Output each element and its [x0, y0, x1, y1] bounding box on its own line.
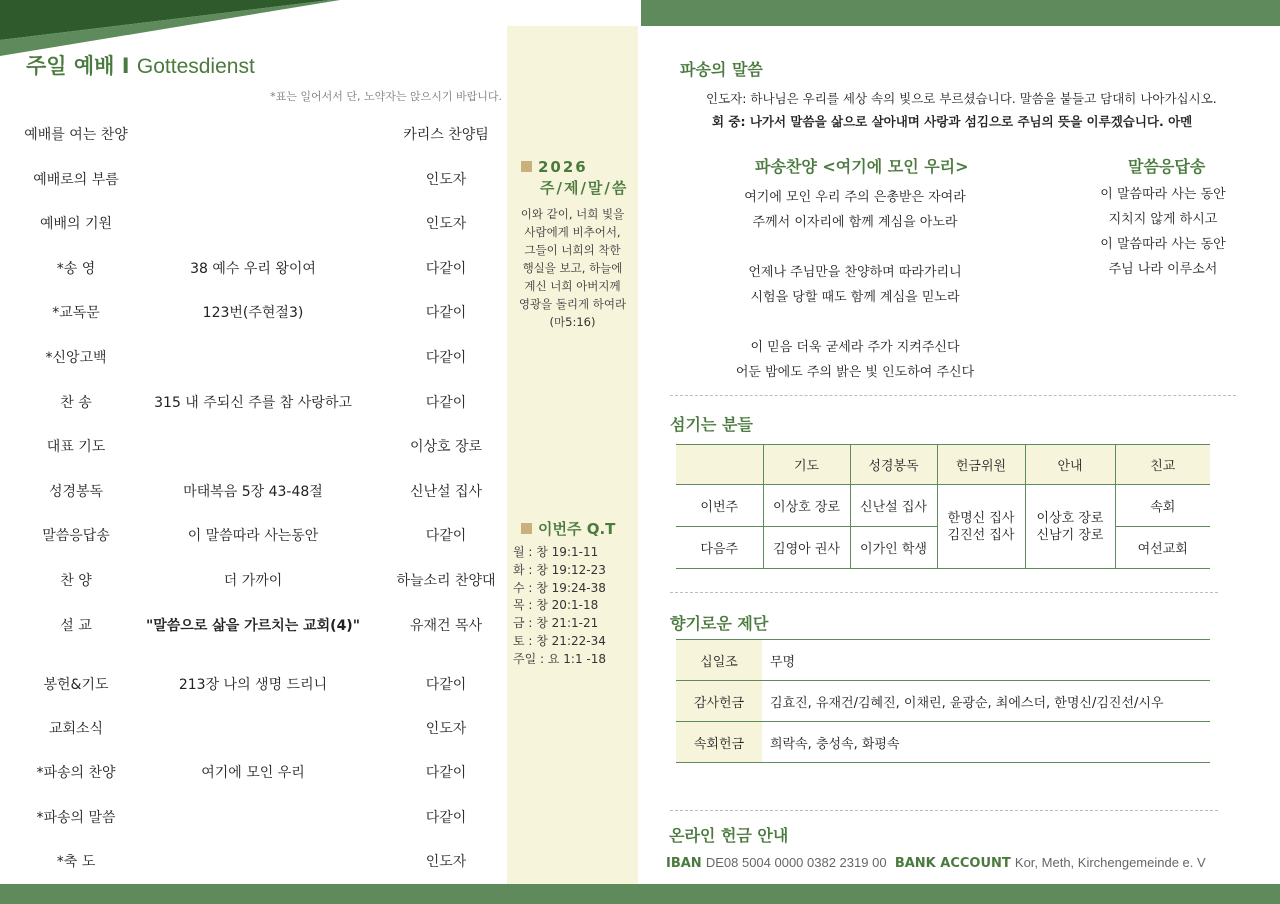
servers-title: 섬기는 분들 — [670, 415, 753, 434]
hymn-line — [720, 311, 990, 336]
next-week-reading: 이가인 학생 — [850, 527, 937, 569]
hymn-line — [720, 236, 990, 261]
order-item: 교회소식 — [48, 721, 104, 737]
verse-line: 사람에게 비추어서, — [524, 225, 621, 239]
worship-title — [26, 50, 255, 80]
order-content: 여기에 모인 우리 — [201, 765, 305, 781]
qt-item: 토 : 창 21:22-34 — [513, 633, 606, 648]
order-leader: 인도자 — [425, 854, 467, 870]
verse-heading — [521, 158, 588, 176]
response-song-lyrics — [1078, 183, 1248, 283]
order-leader: 다같이 — [425, 395, 467, 411]
order-item: *교독문 — [52, 305, 100, 321]
bank-account-value: Kor, Meth, Kirchengemeinde e. V — [1014, 855, 1206, 870]
order-row — [0, 525, 506, 569]
offering-row — [676, 722, 1210, 763]
order-leader: 다같이 — [425, 350, 467, 366]
order-row — [0, 674, 506, 718]
offering-value: 희락속, 충성속, 화평속 — [762, 722, 1210, 763]
order-row — [0, 807, 506, 851]
dashed-divider — [670, 395, 1236, 396]
qt-item: 금 : 창 21:1-21 — [513, 616, 599, 631]
order-leader: 카리스 찬양팀 — [403, 127, 489, 143]
servers-table — [676, 444, 1210, 569]
qt-list — [513, 544, 606, 669]
order-item: 예배를 여는 찬양 — [24, 127, 128, 143]
iban-label: IBAN — [666, 856, 702, 871]
servers-row-this-week — [676, 485, 1210, 527]
order-content: 315 내 주되신 주를 참 사랑하고 — [154, 395, 352, 411]
order-content: 마태복음 5장 43-48절 — [183, 484, 323, 500]
offering-row — [676, 681, 1210, 722]
response-line: 이 말씀따라 사는 동안 — [1100, 187, 1226, 202]
servers-header-fellowship: 친교 — [1115, 445, 1210, 485]
order-item: *파송의 찬양 — [36, 765, 116, 781]
sending-hymn-lyrics — [720, 186, 990, 386]
next-week-prayer: 김영아 권사 — [763, 527, 850, 569]
order-row — [0, 258, 506, 302]
this-week-fellowship: 속회 — [1115, 485, 1210, 527]
verse-line: 이와 같이, 너희 빛을 — [520, 207, 625, 221]
next-week-fellowship: 여선교회 — [1115, 527, 1210, 569]
order-row — [0, 615, 506, 659]
order-item: 대표 기도 — [46, 439, 106, 455]
qt-item: 주일 : 요 1:1 -18 — [513, 651, 606, 666]
verse-line: 행실을 보고, 하늘에 — [522, 261, 623, 275]
hymn-line: 어둔 밤에도 주의 밝은 빛 인도하여 주신다 — [735, 365, 975, 380]
order-leader: 인도자 — [425, 721, 467, 737]
order-leader: 유재건 목사 — [409, 618, 483, 634]
hymn-line: 언제나 주님만을 찬양하며 따라가리니 — [748, 265, 962, 280]
worship-title-en: Gottesdienst — [136, 55, 255, 78]
order-content: 213장 나의 생명 드리니 — [178, 677, 328, 693]
bank-account-label: BANK ACCOUNT — [894, 856, 1011, 871]
offering-member-1: 한명신 집사 — [947, 510, 1015, 526]
order-content: 38 예수 우리 왕이여 — [190, 261, 316, 277]
worship-title-ko: 주일 예배 I — [26, 54, 137, 78]
offering-committee — [937, 485, 1025, 569]
order-leader: 다같이 — [425, 261, 467, 277]
this-week-label: 이번주 — [676, 485, 763, 527]
verse-line: 그들이 너희의 착한 — [524, 243, 621, 257]
order-leader: 다같이 — [425, 765, 467, 781]
order-leader: 다같이 — [425, 810, 467, 826]
verse-heading-sub: 주/제/말/씀 — [540, 179, 629, 197]
order-leader: 다같이 — [425, 528, 467, 544]
square-bullet-icon — [521, 523, 532, 534]
order-item: 말씀응답송 — [42, 528, 110, 544]
order-item: 봉헌&기도 — [43, 677, 109, 693]
hymn-line: 여기에 모인 우리 주의 은총받은 자여라 — [744, 190, 966, 205]
order-leader: 인도자 — [425, 216, 467, 232]
congregation-line: 회 중: 나가서 말씀을 삶으로 살아내며 사랑과 섬김으로 주님의 뜻을 이루겠습니다. 아멘 — [712, 114, 1193, 129]
order-leader: 하늘소리 찬양대 — [396, 573, 496, 589]
verse-line: 계신 너희 아버지께 — [524, 279, 621, 293]
offering-row — [676, 640, 1210, 681]
order-row — [0, 718, 506, 762]
sending-hymn-title: 파송찬양 <여기에 모인 우리> — [755, 157, 969, 176]
offerings-table — [676, 639, 1210, 763]
order-content: 123번(주현절3) — [202, 305, 304, 321]
usher-cell — [1025, 485, 1115, 569]
order-item: *신앙고백 — [45, 350, 107, 366]
order-row — [0, 570, 506, 614]
order-row — [0, 762, 506, 806]
usher-2: 신남기 장로 — [1036, 527, 1104, 543]
servers-header-usher: 안내 — [1025, 445, 1115, 485]
offering-value: 무명 — [762, 640, 1210, 681]
leader-line: 인도자: 하나님은 우리를 세상 속의 빛으로 부르셨습니다. 말씀을 붙들고 담대히 나아가십시오. — [706, 91, 1217, 106]
order-item: 설 교 — [60, 618, 92, 634]
dashed-divider — [670, 810, 1218, 811]
order-content: 더 가까이 — [223, 573, 283, 589]
qt-item: 월 : 창 19:1-11 — [513, 545, 599, 559]
order-item: 찬 양 — [60, 573, 92, 589]
middle-strip — [507, 26, 638, 884]
order-leader: 다같이 — [425, 305, 467, 321]
order-row — [0, 436, 506, 480]
order-item: *축 도 — [56, 854, 96, 870]
response-line: 이 말씀따라 사는 동안 — [1100, 237, 1226, 252]
order-item: *송 영 — [56, 261, 96, 277]
order-row — [0, 124, 506, 168]
verse-line: (마5:16) — [549, 315, 596, 329]
square-bullet-icon — [521, 161, 532, 172]
verse-line: 영광을 돌리게 하여라 — [518, 297, 627, 311]
hymn-line: 주께서 이자리에 함께 계심을 아노라 — [752, 215, 958, 230]
qt-item: 수 : 창 19:24-38 — [513, 580, 606, 595]
hymn-line: 시험을 당할 때도 함께 계심을 믿노라 — [750, 290, 960, 305]
standing-note: *표는 일어서서 단, 노약자는 앉으시기 바랍니다. — [270, 90, 502, 103]
order-row — [0, 392, 506, 436]
hymn-line: 이 믿음 더욱 굳세라 주가 지켜주신다 — [750, 340, 960, 355]
offering-label: 속회헌금 — [676, 722, 762, 763]
qt-heading-text: 이번주 Q.T — [538, 520, 616, 538]
offering-value: 김효진, 유재건/김혜진, 이채린, 윤광순, 최에스더, 한명신/김진선/시우 — [762, 681, 1210, 722]
response-line: 주님 나라 이루소서 — [1108, 262, 1218, 277]
order-item: 예배의 기원 — [39, 216, 113, 232]
order-leader: 다같이 — [425, 677, 467, 693]
response-line: 지치지 않게 하시고 — [1108, 212, 1218, 227]
bank-info — [666, 855, 1206, 871]
iban-value: DE08 5004 0000 0382 2319 00 — [705, 855, 887, 870]
order-row — [0, 481, 506, 525]
order-row — [0, 169, 506, 213]
order-leader: 인도자 — [425, 172, 467, 188]
dashed-divider — [670, 592, 1218, 593]
order-content: 이 말씀따라 사는동안 — [187, 528, 319, 544]
order-item: 예배로의 부름 — [33, 172, 119, 188]
usher-1: 이상호 장로 — [1036, 510, 1104, 526]
order-row — [0, 347, 506, 391]
qt-item: 화 : 창 19:12-23 — [513, 562, 606, 577]
order-row — [0, 851, 506, 895]
theme-verse — [507, 205, 638, 331]
this-week-reading: 신난설 집사 — [850, 485, 937, 527]
this-week-prayer: 이상호 장로 — [763, 485, 850, 527]
order-leader: 이상호 장로 — [409, 439, 483, 455]
servers-header-row — [676, 445, 1210, 485]
verse-heading-year: 2026 — [538, 158, 588, 176]
servers-header-reading: 성경봉독 — [850, 445, 937, 485]
offering-member-2: 김진선 집사 — [947, 527, 1015, 543]
order-row — [0, 302, 506, 346]
offering-title: 향기로운 제단 — [670, 614, 769, 633]
offering-label: 십일조 — [676, 640, 762, 681]
order-content: "말씀으로 삶을 가르치는 교회(4)" — [145, 618, 361, 634]
servers-header-prayer: 기도 — [763, 445, 850, 485]
next-week-label: 다음주 — [676, 527, 763, 569]
order-item: 찬 송 — [60, 395, 92, 411]
servers-header-blank — [676, 445, 763, 485]
servers-header-offering: 헌금위원 — [937, 445, 1025, 485]
qt-item: 목 : 창 20:1-18 — [513, 598, 599, 613]
response-song-title: 말씀응답송 — [1128, 157, 1206, 176]
offering-label: 감사헌금 — [676, 681, 762, 722]
sending-word-title: 파송의 말씀 — [680, 60, 763, 79]
online-offering-title: 온라인 헌금 안내 — [669, 826, 789, 845]
order-leader: 신난설 집사 — [409, 484, 483, 500]
order-row — [0, 213, 506, 257]
qt-heading — [521, 518, 615, 539]
order-item: 성경봉독 — [48, 484, 104, 500]
order-item: *파송의 말씀 — [36, 810, 116, 826]
